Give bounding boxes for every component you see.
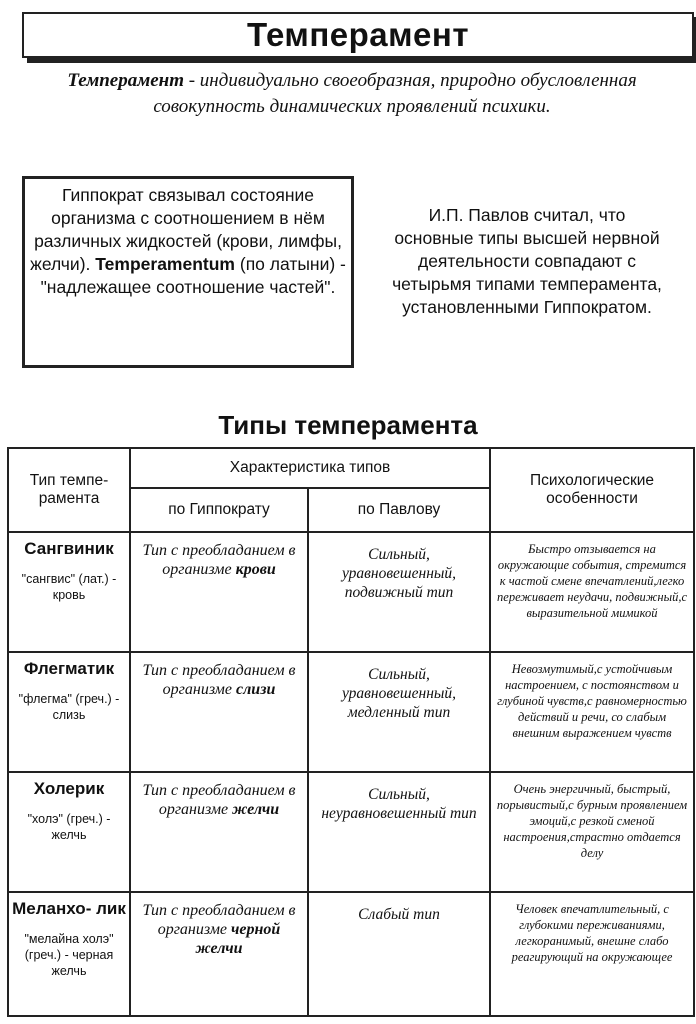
- psychology-cell: Очень энергичный, быстрый, порывистый,с бурным проявлением эмоций,с резкой сменой настроения,страстно отдается делу: [490, 772, 694, 892]
- header-type: Тип темпе- рамента: [8, 448, 130, 532]
- psychology-cell: Человек впечатлительный, с глубокими переживаниями, легкоранимый, внешне слабо реагирующий на окружающее: [490, 892, 694, 1016]
- temperament-table: [7, 447, 695, 1017]
- header-characteristics: Характеристика типов: [130, 448, 490, 488]
- header-pavlov: по Павлову: [308, 488, 490, 532]
- table-row: [8, 532, 694, 652]
- table-header-row: [8, 448, 694, 488]
- pavlov-cell: Слабый тип: [308, 892, 490, 1016]
- hippocrates-fluid: желчи: [232, 801, 280, 818]
- pavlov-cell: Сильный, уравновешенный, медленный тип: [308, 652, 490, 772]
- definition-term: Темперамент: [67, 70, 184, 91]
- hippocrates-text: Тип с преобладанием в организме: [142, 662, 296, 698]
- hippocrates-cell: [130, 652, 308, 772]
- hippocrates-box: [22, 176, 354, 368]
- temperamentum-note: (по латыни) - "надлежащее соотношение частей".: [40, 254, 346, 297]
- type-cell: [8, 532, 130, 652]
- hippocrates-text: Тип с преобладанием в организме: [142, 782, 296, 818]
- type-name: Сангвиник: [24, 539, 114, 558]
- psychology-cell: Невозмутимый,с устойчивым настроением, с постоянством и глубиной чувств,с равномерностью действий и речи, со слабым внешним выражением чувств: [490, 652, 694, 772]
- psychology-cell: Быстро отзывается на окружающие события, стремится к частой смене впечатлений,легко переживает неудачи, подвижный,с выразительной мимикой: [490, 532, 694, 652]
- hippocrates-text: Гиппократ связывал состояние организма с соотношением в нём различных жидкостей (крови, лимфы, желчи).: [30, 185, 342, 274]
- type-origin: "мелайна холэ" (греч.) - черная желчь: [24, 932, 114, 978]
- table-row: [8, 652, 694, 772]
- hippocrates-fluid: черной желчи: [195, 921, 281, 957]
- hippocrates-cell: [130, 532, 308, 652]
- types-title: Типы темперамента: [218, 410, 478, 440]
- definition-text: - индивидуально своеобразная, природно обусловленная совокупность динамических проявлений психики.: [153, 70, 637, 117]
- pavlov-cell: Сильный, уравновешенный, подвижный тип: [308, 532, 490, 652]
- header-psychology: Психологические особенности: [490, 448, 694, 532]
- hippocrates-fluid: крови: [235, 561, 276, 578]
- type-cell: [8, 772, 130, 892]
- pavlov-cell: Сильный, неуравновешенный тип: [308, 772, 490, 892]
- pavlov-text: И.П. Павлов считал, что основные типы высшей нервной деятельности совпадают с четырьмя типами темперамента, установленными Гиппократом.: [392, 205, 662, 317]
- table-row: [8, 892, 694, 1016]
- title-banner: [22, 12, 694, 58]
- table-row: [8, 772, 694, 892]
- type-origin: "холэ" (греч.) - желчь: [27, 812, 111, 842]
- hippocrates-cell: [130, 772, 308, 892]
- definition: [18, 68, 686, 120]
- hippocrates-fluid: слизи: [235, 681, 276, 698]
- temperamentum-term: Temperamentum: [95, 254, 235, 274]
- type-cell: [8, 652, 130, 772]
- type-origin: "сангвис" (лат.) - кровь: [21, 572, 117, 602]
- hippocrates-text: Тип с преобладанием в организме: [142, 542, 296, 578]
- type-name: Флегматик: [23, 659, 115, 678]
- hippocrates-cell: [130, 892, 308, 1016]
- type-name: Меланхо- лик: [12, 899, 126, 918]
- type-cell: [8, 892, 130, 1016]
- type-origin: "флегма" (греч.) - слизь: [18, 692, 120, 722]
- hippocrates-text: Тип с преобладанием в организме: [142, 902, 296, 938]
- page-title: Темперамент: [247, 16, 469, 53]
- type-name: Холерик: [33, 779, 105, 798]
- header-hippocrates: по Гиппократу: [130, 488, 308, 532]
